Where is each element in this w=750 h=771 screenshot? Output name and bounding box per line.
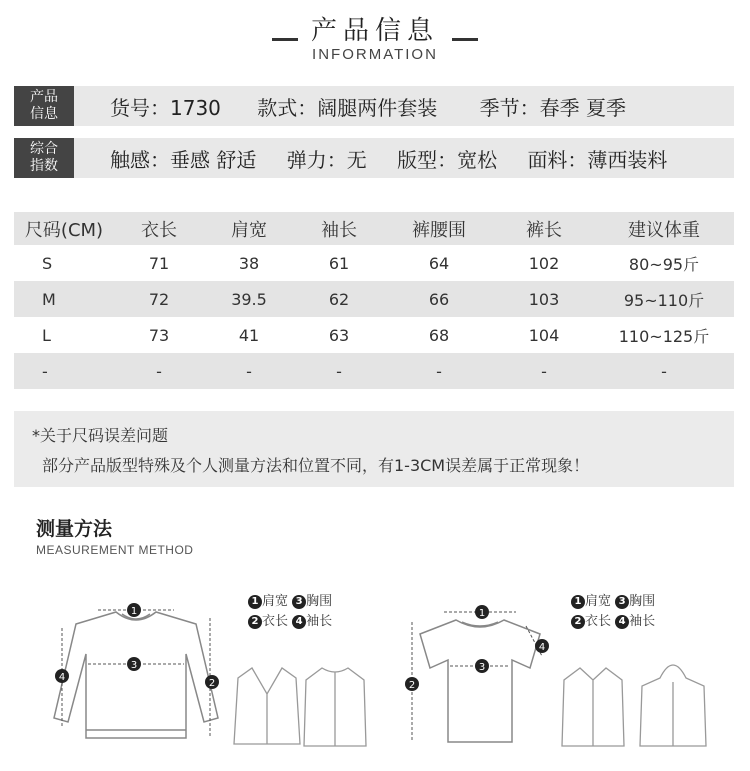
legend-label: 衣长 [585, 614, 612, 629]
table-cell: M [14, 281, 114, 317]
number-4-icon: 4 [615, 615, 629, 629]
info-tag-line: 信息 [30, 106, 58, 122]
number-2-icon: 2 [248, 615, 262, 629]
svg-text:2: 2 [408, 680, 416, 691]
fit: 版型：宽松 [397, 147, 498, 172]
measure-title: 测量方法 [36, 518, 113, 540]
header-cell: 袖长 [294, 212, 384, 245]
page-subtitle: INFORMATION [312, 46, 438, 63]
info-text-index [74, 144, 667, 173]
table-cell: 66 [384, 281, 494, 317]
header-cell: 建议体重 [594, 212, 734, 245]
feel: 触感：垂感 舒适 [110, 147, 257, 172]
table-cell: - [594, 353, 734, 389]
size-error-note [14, 411, 734, 487]
table-cell: 95~110斤 [594, 281, 734, 317]
legend-label: 肩宽 [585, 594, 612, 609]
header-cell: 裤长 [494, 212, 594, 245]
info-tag-product [14, 86, 74, 126]
size-table-header [14, 212, 734, 245]
table-cell: 102 [528, 253, 560, 273]
info-row-index [14, 138, 734, 178]
header-cell: 裤腰围 [384, 212, 494, 245]
svg-text:3: 3 [130, 660, 138, 671]
fabric: 面料：薄西装料 [527, 147, 668, 172]
legend-label: 胸围 [629, 594, 656, 609]
number-3-icon: 3 [615, 595, 629, 609]
table-cell: 73 [148, 325, 170, 345]
svg-text:4: 4 [538, 642, 546, 653]
note-text: 部分产品版型特殊及个人测量方法和位置不同，有1-3CM误差属于正常现象！ [42, 456, 590, 475]
table-cell: - [204, 353, 294, 389]
table-cell: 62 [294, 281, 384, 317]
measure-legend-left [248, 592, 332, 632]
page-title: 产品信息 [310, 16, 439, 46]
info-tag-index [14, 138, 74, 178]
table-row [14, 317, 734, 353]
svg-text:1: 1 [130, 606, 138, 617]
number-1-icon: 1 [571, 595, 585, 609]
measure-legend-right [571, 592, 655, 632]
size-table [14, 212, 734, 389]
table-cell: S [42, 253, 53, 273]
elasticity: 弹力：无 [286, 147, 367, 172]
table-cell: 41 [238, 325, 260, 345]
table-cell: 104 [528, 325, 560, 345]
svg-text:2: 2 [208, 678, 216, 689]
header-cell: 衣长 [114, 212, 204, 245]
number-2-icon: 2 [571, 615, 585, 629]
hoodie-sketch [636, 656, 710, 752]
table-cell: - [294, 353, 384, 389]
number-4-icon: 4 [292, 615, 306, 629]
table-row [14, 281, 734, 317]
table-cell: 68 [428, 325, 450, 345]
info-tag-line: 产品 [30, 89, 58, 105]
blazer-sketch [232, 664, 302, 752]
svg-text:1: 1 [478, 608, 486, 619]
number-1-icon: 1 [248, 595, 262, 609]
table-cell: 64 [428, 253, 450, 273]
season: 季节：春季 夏季 [479, 95, 626, 120]
info-text-product [74, 92, 626, 121]
note-title: *关于尺码误差问题 [32, 426, 169, 445]
item-number: 货号：1730 [110, 95, 221, 120]
table-cell: 110~125斤 [618, 326, 710, 346]
info-tag-line: 综合 [30, 141, 58, 157]
legend-label: 袖长 [306, 614, 333, 629]
svg-text:4: 4 [58, 672, 66, 683]
table-cell: 80~95斤 [628, 254, 700, 274]
info-tag-line: 指数 [30, 158, 58, 174]
table-cell: - [14, 353, 114, 389]
header-cell: 肩宽 [204, 212, 294, 245]
zip-jacket-sketch [300, 664, 370, 752]
header-cell: 尺码(CM) [14, 212, 114, 245]
title-dash-right [452, 38, 478, 41]
shirt-sketch [558, 664, 628, 752]
table-cell: - [384, 353, 494, 389]
legend-label: 衣长 [262, 614, 289, 629]
info-row-product [14, 86, 734, 126]
legend-label: 袖长 [629, 614, 656, 629]
sweater-measure-diagram [46, 598, 226, 750]
table-row [14, 245, 734, 281]
table-cell: 61 [328, 253, 350, 273]
table-cell: 38 [238, 253, 260, 273]
table-cell: 39.5 [204, 281, 294, 317]
tshirt-measure-diagram [400, 598, 560, 750]
table-cell: 63 [328, 325, 350, 345]
measure-subtitle: MEASUREMENT METHOD [36, 543, 194, 557]
table-cell: 72 [114, 281, 204, 317]
table-row [14, 353, 734, 389]
table-cell: 71 [148, 253, 170, 273]
legend-label: 肩宽 [262, 594, 289, 609]
table-cell: 103 [494, 281, 594, 317]
table-cell: L [42, 325, 51, 345]
table-cell: - [114, 353, 204, 389]
svg-text:3: 3 [478, 662, 486, 673]
number-3-icon: 3 [292, 595, 306, 609]
table-cell: - [494, 353, 594, 389]
style: 款式：阔腿两件套装 [257, 95, 438, 120]
legend-label: 胸围 [306, 594, 333, 609]
